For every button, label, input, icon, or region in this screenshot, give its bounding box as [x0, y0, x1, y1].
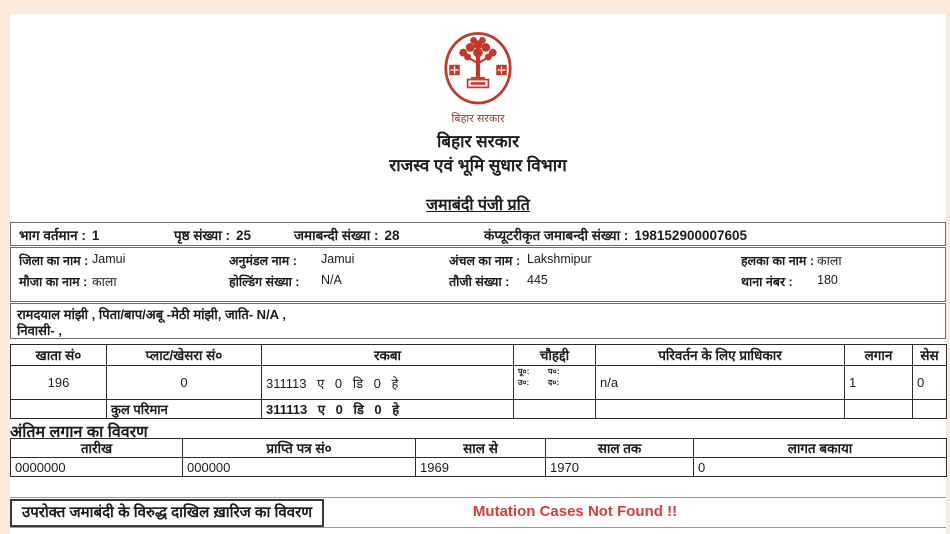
cell-empty [845, 400, 913, 419]
column-header-year-from: साल से [416, 439, 546, 458]
holding-table-total-row [11, 400, 947, 419]
column-header-receipt-no: प्राप्ति पत्र सं० [183, 439, 416, 458]
cell-plot-khesra-no: 0 [107, 366, 262, 400]
government-name: बिहार सरकार [436, 132, 520, 151]
district-label: जिला का नाम : [19, 254, 89, 268]
field-value: 28 [384, 228, 400, 243]
meta-band [10, 222, 946, 246]
boundary-south-label: द०: [548, 378, 560, 387]
cell-cost-due: 0 [694, 458, 947, 477]
cell-rakba: 311113 ए 0 डि 0 हे [262, 366, 514, 400]
boundary-east-label: पू०: [518, 367, 530, 376]
total-rakba: 311113 ए 0 डि 0 हे [262, 400, 514, 419]
field-label: जमाबन्दी संख्या : [294, 228, 379, 243]
field-page-number [174, 226, 251, 244]
rent-table-data-row [11, 458, 947, 477]
document-title: जमाबंदी पंजी प्रति [426, 197, 530, 214]
document-header [10, 30, 946, 215]
subdivision-label: अनुमंडल नाम : [229, 254, 297, 268]
last-rent-section-heading: अंतिम लगान का विवरण [10, 424, 148, 441]
cell-empty [913, 400, 947, 419]
boundary-west-label: प०: [548, 367, 560, 376]
column-header-rakba: रकबा [262, 345, 514, 366]
field-part-current [19, 226, 99, 244]
department-name: राजस्व एवं भूमि सुधार विभाग [389, 156, 567, 175]
cell-chauhaddi [514, 366, 596, 400]
column-header-khata: खाता सं० [11, 345, 107, 366]
column-header-lagan: लगान [845, 345, 913, 366]
field-computerized-jamabandi-number [484, 226, 747, 244]
location-details-box [10, 247, 946, 302]
holding-table-data-row [11, 366, 947, 400]
column-header-date: तारीख [11, 439, 183, 458]
boundary-labels [518, 366, 591, 388]
column-header-authority: परिवर्तन के लिए प्राधिकार [596, 345, 845, 366]
circle-value: Lakshmipur [527, 252, 592, 266]
raiyat-name-line: रामदयाल मांझी , पिता/बाप/अबू -मेठी मांझी, जाति- N/A , [17, 307, 286, 322]
column-header-cess: सेस [913, 345, 947, 366]
subdivision-value: Jamui [321, 252, 355, 266]
circle-label: अंचल का नाम : [449, 254, 521, 268]
mauja-label: मौजा का नाम : [19, 275, 88, 289]
field-value: 1 [91, 228, 100, 243]
column-header-plot-khesra: प्लाट/खेसरा सं० [107, 345, 262, 366]
field-label: कंप्यूटरीकृत जमाबन्दी संख्या : [484, 228, 629, 243]
field-jamabandi-number [294, 226, 400, 244]
cell-year-to: 1970 [546, 458, 694, 477]
raiyat-residence-line: निवासी- , [17, 323, 62, 338]
mutation-status-message: Mutation Cases Not Found !! [472, 503, 678, 520]
halka-value: काला [817, 254, 842, 268]
field-value: 25 [235, 228, 251, 243]
tauji-number-value: 445 [527, 273, 548, 287]
rent-table-header-row [11, 439, 947, 458]
cell-khata-no: 196 [11, 366, 107, 400]
cell-receipt-no: 000000 [183, 458, 416, 477]
emblem-caption: बिहार सरकार [451, 113, 505, 125]
last-rent-table [10, 438, 947, 477]
total-label: कुल परिमान [107, 400, 262, 419]
cell-authority: n/a [596, 366, 845, 400]
tauji-number-label: तौजी संख्या : [449, 275, 510, 289]
holding-table [10, 344, 947, 419]
field-label: भाग वर्तमान : [19, 228, 86, 243]
cell-cess: 0 [913, 366, 947, 400]
mutation-section-heading: उपरोक्त जमाबंदी के विरुद्ध दाखिल ख़ारिज का विवरण [10, 499, 324, 527]
cell-empty [596, 400, 845, 419]
thana-number-value: 180 [817, 273, 838, 287]
cell-empty [11, 400, 107, 419]
field-label: पृष्ठ संख्या : [174, 228, 230, 243]
cell-empty [514, 400, 596, 419]
holding-table-header-row [11, 345, 947, 366]
cell-date: 0000000 [11, 458, 183, 477]
bihar-government-emblem-icon [434, 30, 522, 110]
district-value: Jamui [92, 252, 126, 266]
cell-lagan: 1 [845, 366, 913, 400]
column-header-year-to: साल तक [546, 439, 694, 458]
holding-number-value: N/A [321, 273, 342, 287]
thana-number-label: थाना नंबर : [741, 275, 793, 289]
boundary-north-label: उ०: [518, 378, 530, 387]
mutation-section [10, 497, 946, 528]
field-value: 198152900007605 [634, 228, 748, 243]
column-header-chauhaddi: चौहद्दी [514, 345, 596, 366]
halka-label: हलका का नाम : [741, 254, 815, 268]
raiyat-details-box [10, 303, 946, 339]
cell-year-from: 1969 [416, 458, 546, 477]
mauja-value: काला [92, 275, 117, 289]
holding-number-label: होल्डिंग संख्या : [229, 275, 300, 289]
document-paper [10, 14, 946, 534]
column-header-cost-due: लागत बकाया [694, 439, 947, 458]
